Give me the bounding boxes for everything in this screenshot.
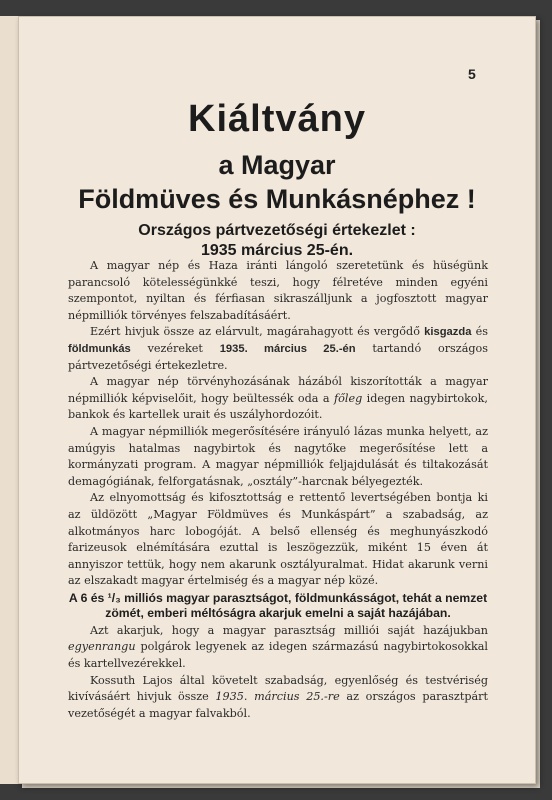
paragraph-2: Ezért hivjuk össze az elárvult, magárahagyott és vergődő kisgazda és földmunkás vezéreket 1935. március 25.-én tartandó országos pártvezetőségi értekezletre. [68, 325, 489, 372]
conference-line-2: 1935 március 25-én. [200, 242, 354, 259]
document-body [68, 258, 488, 722]
subtitle-line-2: Földmüves és Munkásnéphez ! [78, 184, 476, 214]
paragraph-4: A magyar népmilliók megerősítésére irányuló lázas munka helyett, az amúgyis hatalmas nagybirtok és nagytőke megerősítése lett a kormányzati program. A magyar népmilliók feljajdulását és tiltakozását demagógiának, felforgatásnak, „osztály”-harcnak bélyegezték. [68, 424, 488, 488]
conference-line-1: Országos pártvezetőségi értekezlet : [138, 222, 416, 239]
paragraph-5: Az elnyomottság és kifosztottság e rettentő levertségében bontja ki az üldözött „Magyar Földmüves és Munkáspárt” a szabadság, az alkotmányos harc lobogóját. A belső ellenség és meghunyászkodó farizeusok elnémítására ezuttal is leszögezzük, miként 15 éven át annyiszor tettük, hogy nem akarunk osztályuralmat. Hidat akarunk verni az elszakadt magyar értelmiség és a magyar nép közé. [68, 491, 488, 588]
page-number: 5 [468, 66, 476, 82]
paragraph-3: A magyar nép törvényhozásának házából kiszorították a magyar népmilliók képviselőit, hogy beültessék oda a főleg idegen nagybirtokok, bankok és kartellek urait és uszályhordozóit. [68, 375, 488, 422]
paragraph-7: Kossuth Lajos által követelt szabadság, egyenlőség és testvériség kivívásáért hivjuk össze 1935. március 25.-re az országos parasztpárt vezetőségét a magyar falvakból. [68, 673, 488, 720]
subtitle-line-1: a Magyar [218, 150, 336, 180]
document-title: Kiáltvány [188, 98, 366, 140]
paragraph-6: Azt akarjuk, hogy a magyar parasztság milliói saját hazájukban egyenrangu polgárok legyenek az idegen származású nagybirtokosokkal és kartellvezérekkel. [68, 623, 488, 671]
bold-statement: A 6 és ¹/₃ milliós magyar parasztságot, földmunkásságot, tehát a nemzet zömét, emberi méltóságra akarjuk emelni a saját hazájában. [68, 590, 488, 620]
paragraph-1: A magyar nép és Haza iránti lángoló szeretetünk és hüségünk parancsoló kötelességünkké teszi, hogy félretéve minden egyéni szempontot, nyiltan és férfiasan sikraszálljunk a jogfosztott magyar népmilliók törvényes felszabadításáért. [68, 259, 488, 322]
document-page [18, 16, 536, 784]
